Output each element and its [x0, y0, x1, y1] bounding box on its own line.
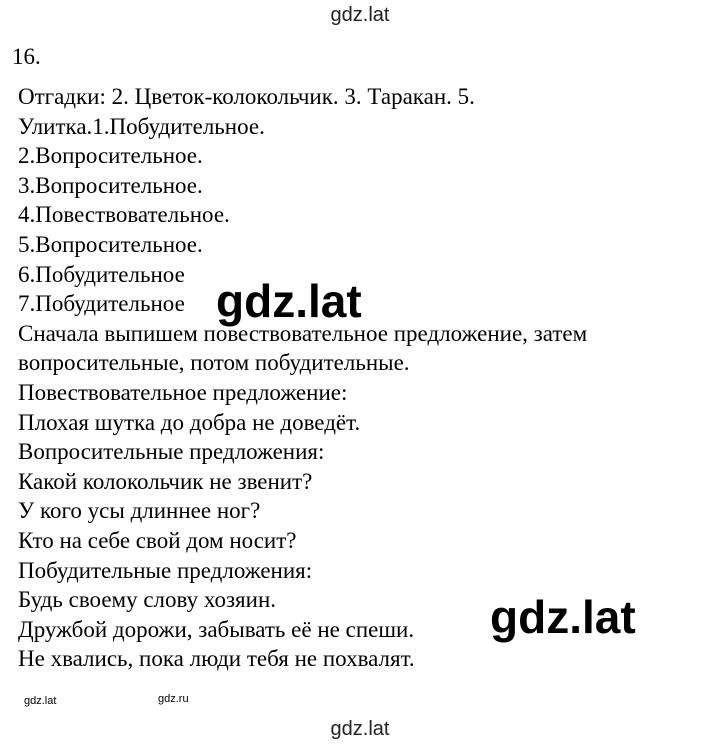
text-line: Повествовательное предложение:: [18, 379, 348, 405]
text-line: вопросительные, потом побудительные.: [18, 350, 410, 376]
answer-text: [18, 82, 708, 674]
text-line: 4.Повествовательное.: [18, 202, 230, 228]
text-line: Не хвались, пока люди тебя не похвалят.: [18, 646, 415, 672]
text-line: Будь своему слову хозяин.: [18, 587, 276, 613]
text-line: Улитка.1.Побудительное.: [18, 113, 265, 139]
header-site-watermark: gdz.lat: [330, 4, 390, 26]
text-line: Вопросительные предложения:: [18, 439, 325, 465]
footer-site-watermark: gdz.lat: [330, 718, 390, 740]
task-number: 16.: [12, 44, 41, 69]
text-line: Дружбой дорожи, забывать её не спеши.: [18, 616, 415, 642]
text-line: Сначала выпишем повествовательное предложение, затем: [18, 320, 588, 346]
watermark-small: gdz.lat: [24, 695, 57, 707]
text-line: Кто на себе свой дом носит?: [18, 527, 297, 553]
text-line: У кого усы длиннее ног?: [18, 498, 261, 524]
text-line: Побудительные предложения:: [18, 557, 313, 583]
watermark-small: gdz.ru: [158, 693, 189, 705]
text-line: 3.Вопросительное.: [18, 172, 203, 198]
text-line: Отгадки: 2. Цветок-колокольчик. 3. Таракан. 5.: [18, 84, 475, 109]
text-line: 7.Побудительное: [18, 291, 185, 317]
watermark-large: gdz.lat: [216, 275, 362, 327]
text-line: Плохая шутка до добра не доведёт.: [18, 409, 361, 435]
text-line: 5.Вопросительное.: [18, 231, 203, 257]
text-line: 6.Побудительное: [18, 261, 185, 287]
watermark-large: gdz.lat: [490, 591, 636, 643]
text-line: Какой колокольчик не звенит?: [18, 468, 313, 494]
text-line: 2.Вопросительное.: [18, 143, 203, 169]
